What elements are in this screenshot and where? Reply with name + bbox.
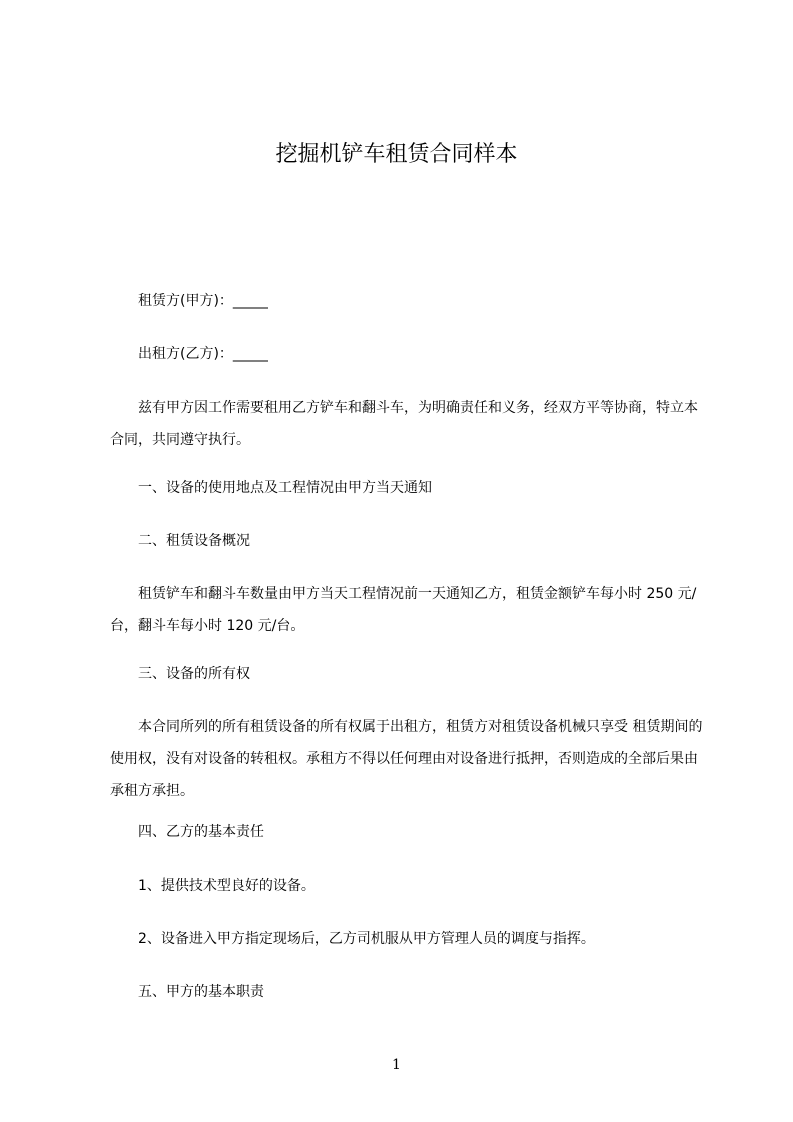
intro-paragraph: 兹有甲方因工作需要租用乙方铲车和翻斗车，为明确责任和义务，经双方平等协商，特立本合同，共同遵守执行。 [110,400,698,448]
document-title: 挖掘机铲车租赁合同样本 [275,142,518,167]
section-5-heading: 五、甲方的基本职责 [138,984,264,1000]
section-2-body: 租赁铲车和翻斗车数量由甲方当天工程情况前一天通知乙方，租赁金额铲车每小时 250 元/台，翻斗车每小时 120 元/台。 [110,586,697,634]
section-4-heading: 四、乙方的基本责任 [138,824,264,840]
section-1-heading: 一、设备的使用地点及工程情况由甲方当天通知 [138,480,432,496]
section-3-heading: 三、设备的所有权 [138,666,250,682]
section-4-item-1: 1、提供技术型良好的设备。 [138,878,315,894]
section-2-heading: 二、租赁设备概况 [138,533,250,549]
section-4-item-2: 2、设备进入甲方指定现场后，乙方司机服从甲方管理人员的调度与指挥。 [138,931,595,947]
page-number: 1 [392,1057,401,1073]
lessee-line: 租赁方(甲方)：_____ [138,293,268,309]
section-3-body: 本合同所列的所有租赁设备的所有权属于出租方，租赁方对租赁设备机械只享受 租赁期间的使用权，没有对设备的转租权。承租方不得以任何理由对设备进行抵押，否则造成的全部后果由承租方承担。 [110,719,703,799]
lessor-line: 出租方(乙方)：_____ [138,346,268,362]
